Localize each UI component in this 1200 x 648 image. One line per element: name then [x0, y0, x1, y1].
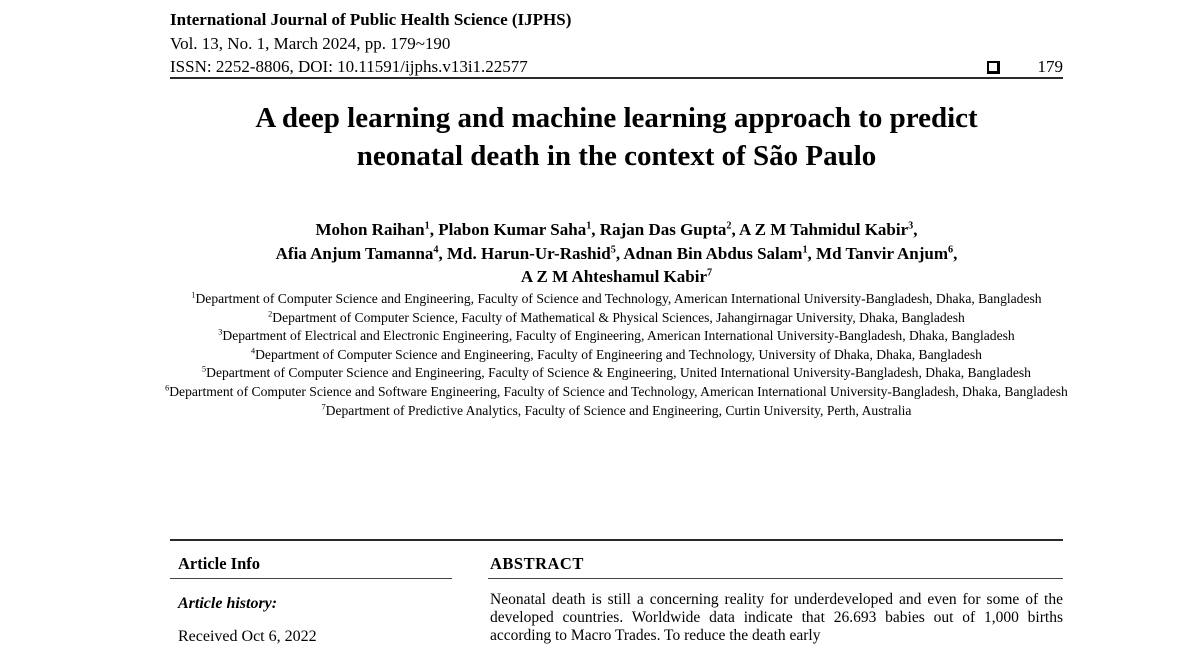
- affiliation-text: Department of Computer Science and Engineering, Faculty of Science & Engineering, United International University-Bangladesh, Dhaka, Bangladesh: [206, 365, 1031, 381]
- shadowed-square-icon: [987, 61, 1000, 74]
- affiliation-text: Department of Predictive Analytics, Faculty of Science and Engineering, Curtin University, Perth, Australia: [325, 402, 912, 418]
- section-divider-rule: [170, 539, 1063, 541]
- affiliation-line: [148, 346, 1085, 365]
- affiliation-line: [148, 383, 1085, 402]
- abstract-column: [488, 554, 1063, 646]
- header-right-group: [987, 57, 1064, 77]
- affiliation-superscript: 7: [321, 402, 326, 412]
- article-info-heading: Article Info: [170, 554, 452, 579]
- affiliation-line: [148, 402, 1085, 421]
- affiliation-line: [148, 364, 1085, 383]
- affiliation-superscript: 5: [202, 364, 207, 374]
- affiliation-text: Department of Computer Science, Faculty of Mathematical & Physical Sciences, Jahangirnagar University, Dhaka, Bangladesh: [272, 309, 965, 325]
- issn-doi-line: ISSN: 2252-8806, DOI: 10.11591/ijphs.v13i1.22577: [170, 57, 528, 76]
- author-list: [150, 218, 1083, 289]
- paper-title-line-2: neonatal death in the context of São Paulo: [356, 140, 877, 172]
- affiliation-superscript: 2: [268, 309, 273, 319]
- author-line: Mohon Raihan$^1$, Plabon Kumar Saha$^1$, Rajan Das Gupta$^2$, A Z M Tahmidul Kabir$^3$,: [315, 220, 918, 239]
- affiliation-text: Department of Computer Science and Engineering, Faculty of Science and Technology, American International University-Bangladesh, Dhaka, Bangladesh: [195, 291, 1042, 306]
- abstract-heading: ABSTRACT: [488, 554, 1063, 579]
- journal-header: [170, 8, 1063, 79]
- article-history-received: Received Oct 6, 2022: [178, 628, 317, 645]
- affiliation-list: [148, 290, 1085, 420]
- affiliation-line: [148, 309, 1085, 328]
- affiliation-text: Department of Computer Science and Software Engineering, Faculty of Science and Technology, American International University-Bangladesh, Dhaka, Bangladesh: [169, 383, 1068, 399]
- affiliation-line: [148, 290, 1085, 309]
- article-info-section: [170, 539, 1063, 646]
- affiliation-superscript: 1: [191, 290, 196, 300]
- paper-title: [150, 99, 1083, 175]
- affiliation-superscript: 3: [218, 327, 223, 337]
- affiliation-text: Department of Electrical and Electronic Engineering, Faculty of Engineering, American International University-Bangladesh, Dhaka, Bangladesh: [222, 328, 1015, 344]
- author-line: Afia Anjum Tamanna$^4$, Md. Harun-Ur-Rashid$^5$, Adnan Bin Abdus Salam$^1$, Md Tanvir Anjum$^6$,: [275, 243, 958, 263]
- author-line: A Z M Ahteshamul Kabir$^7$: [520, 267, 713, 286]
- affiliation-superscript: 6: [165, 383, 170, 393]
- article-info-column: [170, 554, 452, 646]
- article-history-label: Article history:: [178, 595, 278, 612]
- page-number: 179: [1037, 57, 1063, 76]
- volume-issue-line: Vol. 13, No. 1, March 2024, pp. 179~190: [170, 33, 451, 53]
- header-rule: [170, 77, 1063, 79]
- affiliation-text: Department of Computer Science and Engineering, Faculty of Engineering and Technology, University of Dhaka, Dhaka, Bangladesh: [255, 346, 982, 362]
- info-abstract-columns: [170, 554, 1063, 646]
- affiliation-superscript: 4: [251, 346, 256, 356]
- journal-name: International Journal of Public Health Science (IJPHS): [170, 10, 572, 29]
- affiliation-line: [148, 327, 1085, 346]
- paper-title-line-1: A deep learning and machine learning approach to predict: [255, 102, 978, 134]
- abstract-text: Neonatal death is still a concerning reality for underdeveloped and even for some of the developed countries. Worldwide data indicate that 26.693 babies out of 1,000 births according to Macro Trades. To reduce the death early: [490, 591, 1063, 645]
